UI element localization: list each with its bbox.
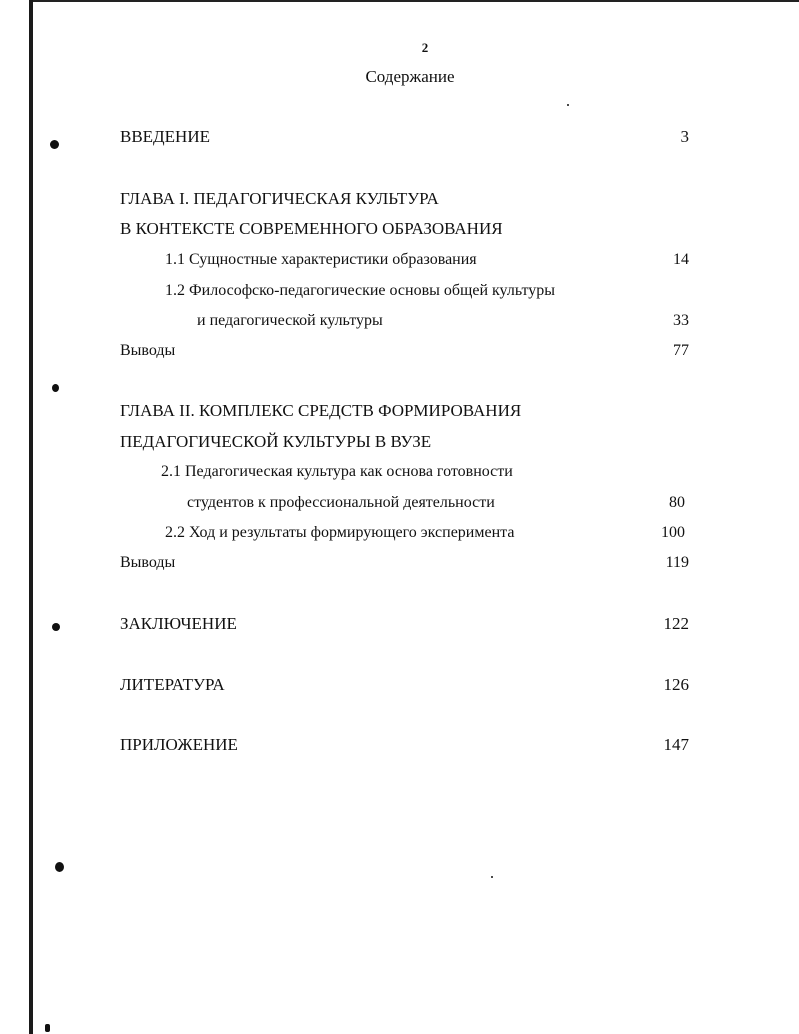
left-border-line: [29, 0, 33, 1034]
toc-entry-section-2-1-cont: [120, 491, 689, 515]
toc-entry-page: 147: [663, 735, 689, 754]
toc-entry-conclusions-1: [120, 339, 689, 363]
toc-entry-section-2-1: [120, 460, 689, 484]
toc-entry-text: 1.2 Философско-педагогические основы общей культуры: [165, 282, 556, 299]
toc-entry-text: ГЛАВА II. КОМПЛЕКС СРЕДСТВ ФОРМИРОВАНИЯ: [120, 401, 522, 420]
punch-hole-mark: [52, 623, 60, 631]
toc-entry-chapter-1: [120, 187, 689, 211]
toc-entry-page: 3: [680, 127, 689, 146]
toc-entry-page: 119: [665, 554, 689, 571]
toc-entry-text: 2.2 Ход и результаты формирующего эксперимента: [165, 524, 515, 541]
toc-entry-text: ЛИТЕРАТУРА: [120, 675, 225, 694]
toc-entry-chapter-1-cont: [120, 217, 689, 241]
page-number: 2: [421, 40, 429, 55]
toc-entry-chapter-2-cont: [120, 430, 689, 454]
toc-entry-introduction: [120, 125, 689, 149]
toc-entry-text: 2.1 Педагогическая культура как основа готовности: [161, 463, 513, 480]
scan-speck: [567, 104, 569, 106]
toc-entry-appendix: [120, 733, 689, 757]
punch-hole-mark: [50, 140, 59, 149]
toc-entry-text: студентов к профессиональной деятельности: [187, 494, 495, 511]
toc-entry-text: ПЕДАГОГИЧЕСКОЙ КУЛЬТУРЫ В ВУЗЕ: [120, 432, 432, 451]
top-border-line: [30, 0, 799, 2]
toc-entry-page: 80: [669, 494, 685, 511]
toc-entry-text: ГЛАВА I. ПЕДАГОГИЧЕСКАЯ КУЛЬТУРА: [120, 189, 439, 208]
toc-entry-page: 33: [673, 312, 689, 329]
toc-entry-conclusions-2: [120, 551, 689, 575]
toc-entry-text: Выводы: [120, 342, 176, 359]
toc-entry-section-2-2: [120, 521, 689, 545]
toc-entry-conclusion: [120, 612, 689, 636]
toc-entry-section-1-2-cont: [120, 309, 689, 333]
toc-entry-page: 122: [663, 614, 689, 633]
scan-speck: [491, 876, 493, 878]
toc-entry-text: ВВЕДЕНИЕ: [120, 127, 210, 146]
toc-entry-page: 14: [673, 251, 689, 268]
toc-entry-text: 1.1 Сущностные характеристики образования: [165, 251, 477, 268]
toc-entry-text: ЗАКЛЮЧЕНИЕ: [120, 614, 237, 633]
toc-entry-section-1-2: [120, 279, 689, 303]
punch-hole-mark: [52, 384, 59, 392]
punch-hole-mark: [55, 862, 64, 872]
toc-entry-text: В КОНТЕКСТЕ СОВРЕМЕННОГО ОБРАЗОВАНИЯ: [120, 219, 503, 238]
toc-entry-literature: [120, 673, 689, 697]
toc-entry-section-1-1: [120, 248, 689, 272]
toc-entry-page: 77: [673, 342, 689, 359]
toc-entry-page: 126: [663, 675, 689, 694]
toc-entry-text: ПРИЛОЖЕНИЕ: [120, 735, 238, 754]
page-title: Содержание: [365, 67, 455, 86]
scan-speck: [45, 1024, 50, 1032]
toc-entry-page: 100: [661, 524, 685, 541]
toc-entry-chapter-2: [120, 399, 689, 423]
toc-entry-text: Выводы: [120, 554, 176, 571]
toc-entry-text: и педагогической культуры: [197, 312, 383, 329]
